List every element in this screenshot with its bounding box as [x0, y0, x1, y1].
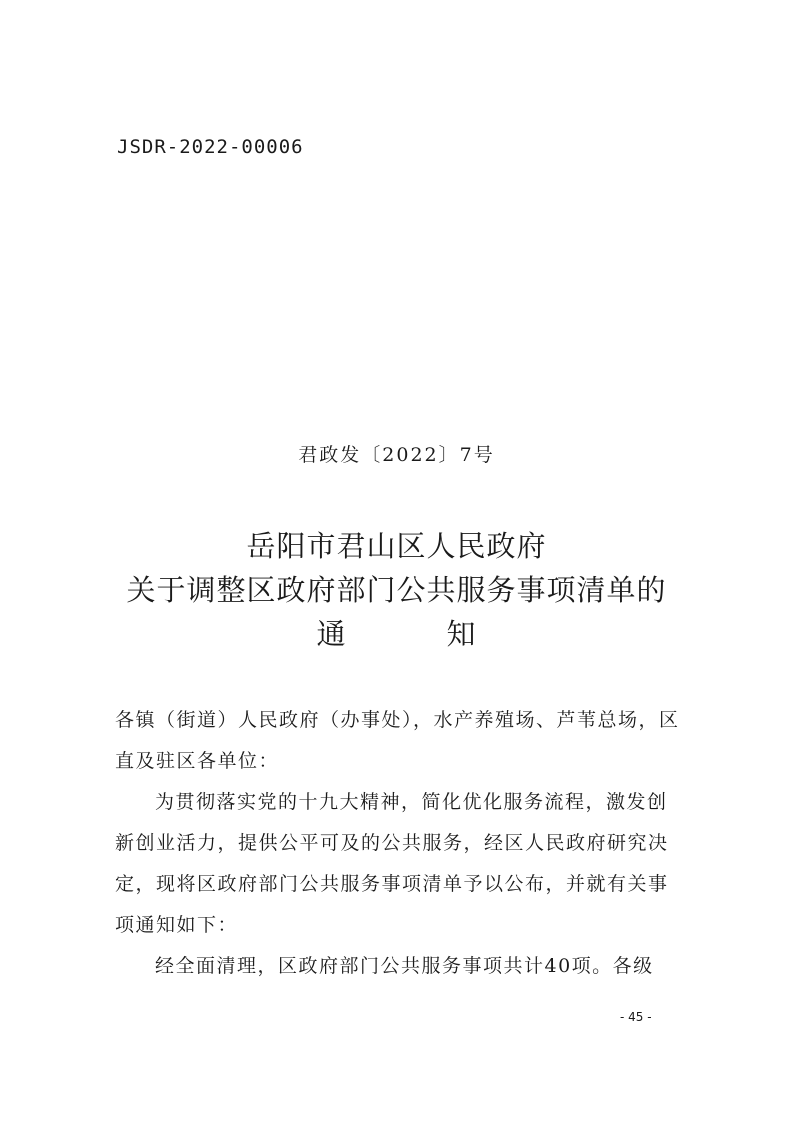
title-char-zhi: 知	[446, 617, 477, 651]
title-char-tong: 通	[316, 617, 347, 651]
document-code: JSDR-2022-00006	[117, 136, 304, 158]
body-text	[115, 700, 680, 987]
paragraph-2: 经全面清理，区政府部门公共服务事项共计40项。各级	[155, 955, 654, 977]
issue-number: 君政发〔2022〕7号	[298, 444, 495, 466]
salutation: 各镇（街道）人民政府（办事处），水产养殖场、芦苇总场，区直及驻区各单位：	[115, 709, 680, 772]
title-line-3	[0, 612, 793, 656]
document-title	[0, 524, 793, 656]
page-number: - 45 -	[620, 1010, 652, 1024]
paragraph-1: 为贯彻落实党的十九大精神，简化优化服务流程，激发创新创业活力，提供公平可及的公共服务，经区人民政府研究决定，现将区政府部门公共服务事项清单予以公布，并就有关事项通知如下：	[115, 791, 669, 936]
title-line-2: 关于调整区政府部门公共服务事项清单的	[126, 573, 667, 607]
title-line-1: 岳阳市君山区人民政府	[246, 529, 547, 563]
